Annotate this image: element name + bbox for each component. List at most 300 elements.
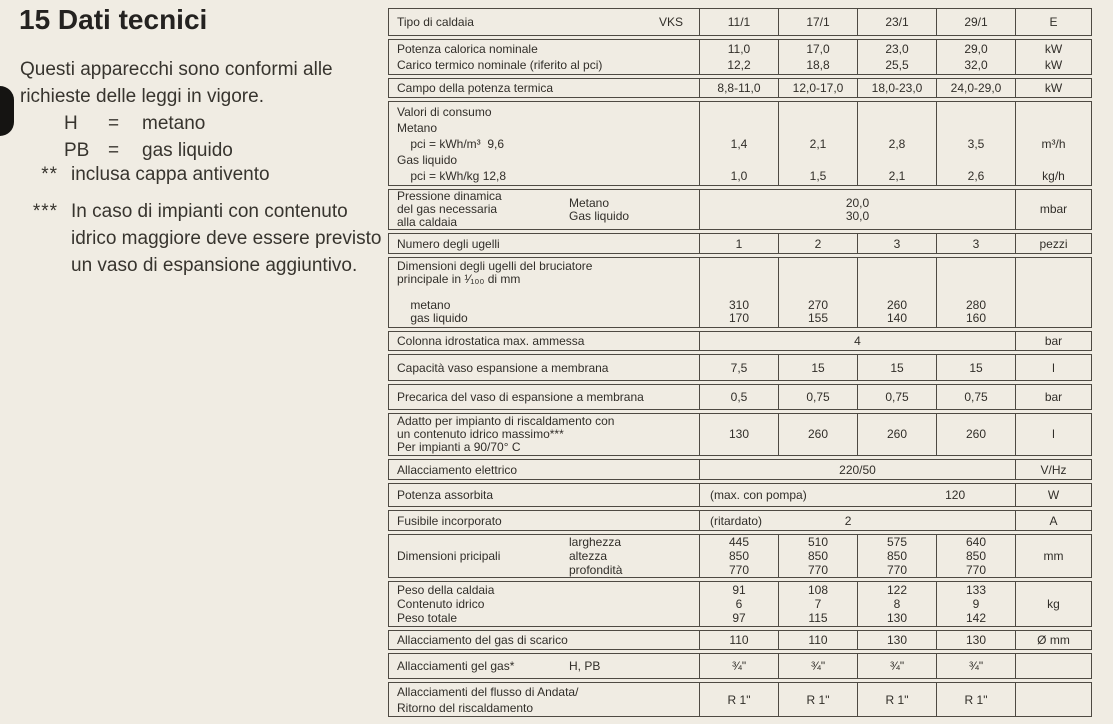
value-text [808,583,828,625]
table-row-fusibile-incorporato [388,510,1092,531]
value-text [808,632,827,648]
unit-cell [1015,582,1091,626]
value-text-line: ¾" [889,659,905,673]
value-text [966,583,986,625]
value-text-line: 17/1 [806,15,830,29]
value-text-line: 2,1 [888,168,906,183]
value-text [729,260,749,325]
value-text-line: 25,5 [885,58,909,72]
value-text [890,658,904,674]
value-cell [778,79,857,97]
value-text [793,80,844,96]
span-text [839,462,876,478]
label-text-line: un contenuto idrico massimo*** [397,427,564,441]
span-cell [699,332,1015,350]
value-text [889,104,906,184]
table-row-pressione-dinamica [388,189,1092,230]
label-sub-text-line: Gas liquido [569,208,630,223]
value-text-line [731,104,748,120]
value-text [806,14,829,30]
span-text [846,197,869,223]
table-row-allacciamento-elettrico [388,459,1092,480]
value-cell [778,683,857,716]
value-cell [778,654,857,678]
value-text [951,80,1002,96]
value-cell [778,535,857,577]
unit-text [1049,513,1057,529]
span-value-text: 2 [844,513,852,528]
value-text-line [968,152,985,168]
label-text-line: Contenuto idrico [397,597,485,611]
value-cell [778,234,857,253]
unit-cell [1015,484,1091,506]
value-text-line: 640 [965,535,987,549]
table-row-precarica-vaso [388,384,1092,410]
value-text-line: 115 [808,611,828,625]
value-text-line: 3 [893,236,901,251]
value-text-line: 32,0 [964,58,988,72]
value-text-line [810,104,827,120]
unit-text-line: Ø mm [1037,633,1070,647]
label-right-text: VKS [658,15,683,29]
table-row-numero-ugelli [388,233,1092,254]
label-text-line: Fusibile incorporato [397,513,502,528]
value-text [886,692,909,708]
footnote-double-asterisk [18,161,383,188]
value-text [966,428,986,441]
span-text-line: 20,0 [845,195,870,210]
value-text [729,535,749,577]
value-text [968,104,985,184]
value-text-line: 3,5 [967,136,985,151]
value-text [966,260,986,325]
value-text-line: 1,5 [809,168,827,183]
span-text-line: 30,0 [845,208,870,223]
value-text-line: 1,4 [730,136,748,151]
unit-text-line [1042,120,1066,136]
value-text-line: 770 [807,563,829,577]
label-text-line: alla caldaia [397,215,458,229]
unit-text [1039,236,1067,252]
value-text [811,360,824,376]
label-cell [389,414,699,455]
label-text [397,632,691,648]
label-sub-text-line: larghezza [569,535,622,549]
label-cell [389,683,699,716]
value-text-line: 445 [728,535,750,549]
unit-cell [1015,190,1091,229]
label-text-line: Allacciamenti gel gas* [397,659,515,673]
unit-text [1044,549,1064,563]
label-text [397,104,691,184]
label-cell [389,332,699,350]
value-cell [857,535,936,577]
value-cell [778,582,857,626]
unit-text [1037,632,1070,648]
value-text-line [968,104,985,120]
value-cell [857,9,936,35]
value-cell [699,355,778,380]
value-text [717,80,760,96]
label-cell [389,460,699,479]
span-cell [699,190,1015,229]
label-text [397,389,691,405]
value-text-line: 170 [728,311,750,325]
value-text [964,389,987,405]
unit-text [1052,360,1055,376]
value-cell [699,654,778,678]
value-text-line: 770 [728,563,750,577]
label-text-line: Tipo di caldaia [397,15,474,29]
value-text-line [966,273,986,286]
label-cell [389,9,699,35]
unit-cell [1015,9,1091,35]
value-text [736,236,743,252]
label-text [397,658,691,674]
value-cell [699,9,778,35]
unit-text-line: l [1052,360,1055,375]
label-text-line: Capacità vaso espansione a membrana [397,360,609,375]
label-text-line: principale in ¹⁄₁₀₀ di mm [397,272,521,286]
unit-text-line [1042,152,1066,168]
value-text [808,535,828,577]
value-text [885,389,908,405]
span-cell [699,511,1015,530]
label-text [397,41,691,73]
value-text-line: 260 [886,427,908,441]
value-text-line: 122 [886,583,908,597]
label-text-line: Carico termico nominale (riferito al pci) [397,58,603,72]
value-text-line: 2,6 [967,168,985,183]
unit-text-line: A [1049,513,1058,528]
value-text-line: 15 [890,360,904,375]
table-row-dimensioni-principali [388,534,1092,578]
unit-cell [1015,234,1091,253]
value-text-line: 97 [732,611,746,625]
label-text-line: Ritorno del riscaldamento [397,700,534,715]
unit-text [1052,428,1055,441]
value-text-line: 15 [969,360,983,375]
label-text-line: Allacciamenti del flusso di Andata/ [397,684,579,699]
value-text [806,389,829,405]
label-cell [389,484,699,506]
value-cell [857,79,936,97]
value-cell [936,79,1015,97]
legend-value: gas liquido [142,140,233,161]
label-cell [389,102,699,185]
label-sub-text [569,197,629,223]
value-cell [857,258,936,327]
unit-cell [1015,631,1091,649]
value-text [887,535,907,577]
value-text-line: 8 [893,597,901,611]
unit-text-line: E [1049,15,1058,29]
label-cell [389,355,699,380]
unit-text-line: mm [1043,549,1064,563]
value-text-line: 17,0 [806,42,830,56]
value-cell [699,535,778,577]
value-cell [936,414,1015,455]
table-row-dimensioni-ugelli [388,257,1092,328]
value-text-line: R 1" [806,692,830,707]
value-text-line [810,120,827,136]
unit-cell [1015,102,1091,185]
unit-text [1047,597,1060,611]
value-cell [857,385,936,409]
table-row-gas-scarico [388,630,1092,650]
label-cell [389,582,699,626]
table-row-potenza-assorbita [388,483,1092,507]
value-text [727,41,750,73]
label-text-line: pci = kWh/m³ 9,6 [397,136,505,151]
value-text [732,583,745,625]
value-cell [699,234,778,253]
label-text-line: Potenza assorbita [397,488,494,502]
footnote-marker: ** [41,164,58,185]
unit-text-line: m³/h [1041,136,1066,151]
value-text-line: R 1" [885,692,909,707]
value-text [872,80,923,96]
value-cell [936,683,1015,716]
unit-text-line [1042,104,1066,120]
value-text-line [887,273,907,286]
value-text [887,583,907,625]
value-text-line: 23,0 [885,42,909,56]
value-text-line [810,152,827,168]
label-sub-text-line: altezza [569,549,608,563]
table-row-tipo-di-caldaia [388,8,1092,36]
value-text-line: ¾" [968,659,984,673]
table-row-valori-consumo [388,101,1092,186]
label-cell [389,535,699,577]
label-text [397,583,691,625]
label-text-line: Campo della potenza termica [397,81,554,95]
value-text-line: R 1" [727,692,751,707]
legend-equals: = [108,113,120,134]
value-cell [936,582,1015,626]
unit-cell [1015,414,1091,455]
value-text [811,658,825,674]
unit-text-line: mbar [1039,202,1068,216]
label-text-line: Peso totale [397,611,458,625]
value-text-line: 770 [886,563,908,577]
unit-cell [1015,683,1091,716]
value-text-line: 110 [729,633,749,647]
value-text [973,236,980,252]
label-cell [389,258,699,327]
value-cell [857,102,936,185]
value-text [890,360,903,376]
value-text-line [966,260,986,273]
footnote-marker: *** [32,201,58,222]
unit-cell [1015,332,1091,350]
value-text-line: 18,8 [806,58,830,72]
unit-text [1049,14,1057,30]
value-cell [699,102,778,185]
value-text-line: 2,8 [888,136,906,151]
value-text-line: 7,5 [730,360,748,375]
footnote-text: In caso di impianti con contenuto idrico maggiore deve essere previsto un vaso di espansione aggiuntivo. [71,201,382,276]
value-text-line: 6 [735,597,743,611]
value-text-line: 0,5 [730,390,748,404]
span-cell [699,484,1015,506]
value-text-line: ¾" [810,659,826,673]
value-text [731,389,748,405]
label-sub-text-line: profondità [569,563,623,577]
value-text-line: 260 [886,298,908,312]
value-text-line: 12,2 [727,58,751,72]
value-cell [857,40,936,74]
label-text [397,487,691,503]
value-text-line: 510 [807,535,829,549]
value-text-line: 29,0 [964,42,988,56]
label-text [397,80,691,96]
unit-text [1040,462,1066,478]
value-text-line: 140 [886,311,908,325]
value-text [964,41,987,73]
label-text-line: Allacciamento elettrico [397,462,518,477]
table-row-contenuto-idrico-max [388,413,1092,456]
legend-key: PB [64,140,90,161]
value-text-line [731,120,748,136]
value-text-line: 91 [732,583,746,597]
unit-text-line: kW [1044,58,1063,72]
value-text-line: 108 [807,583,829,597]
value-text [729,632,748,648]
value-text-line: 29/1 [964,15,988,29]
label-text [397,260,691,325]
table-row-campo-potenza [388,78,1092,98]
label-text-line: pci = kWh/kg 12,8 [397,168,507,183]
unit-text [1045,80,1062,96]
label-cell [389,234,699,253]
label-text [397,513,691,529]
value-text-line: 9 [972,597,980,611]
legend-value: metano [142,113,206,134]
label-text-line: Gas liquido [397,152,458,167]
value-text [885,14,908,30]
value-text-line [731,152,748,168]
label-text-line: Allacciamento del gas di scarico [397,633,568,647]
unit-text [1045,41,1062,73]
value-text-line: 1 [735,236,743,251]
legend-equals: = [108,140,120,161]
value-text [965,692,988,708]
value-text-line: 3 [972,236,980,251]
value-cell [778,102,857,185]
value-text-line: 133 [965,583,987,597]
value-text [885,41,908,73]
value-text-line: 142 [965,611,987,625]
value-text-line: 11/1 [727,15,751,29]
value-cell [936,40,1015,74]
value-text [815,236,822,252]
value-cell [936,258,1015,327]
value-text-line: 8,8-11,0 [717,81,761,95]
footnote-triple-asterisk [18,198,383,279]
label-text-line: metano [397,298,451,312]
value-text [731,360,748,376]
span-text-line: 4 [854,334,861,348]
label-text-line: Potenza calorica nominale [397,42,538,56]
label-sub-text [569,535,622,577]
value-text-line [808,260,828,273]
value-cell [936,535,1015,577]
value-text-line: 260 [807,427,829,441]
value-text [964,14,987,30]
value-text-line: 23/1 [885,15,909,29]
value-text [966,632,986,648]
unit-cell [1015,511,1091,530]
value-cell [699,79,778,97]
value-text-line: ¾" [731,659,747,673]
unit-text-line: kg/h [1042,168,1065,183]
unit-text-line: pezzi [1039,236,1068,251]
page-edge-notch [0,86,14,136]
value-cell [699,385,778,409]
label-text [397,462,691,478]
intro-paragraph: Questi apparecchi sono conformi alle richieste delle leggi in vigore. [20,59,333,107]
table-row-colonna-idrostatica [388,331,1092,351]
value-text-line [808,273,828,286]
unit-text-line: bar [1044,390,1063,404]
gas-legend [64,110,233,164]
value-text-line [968,120,985,136]
value-text-line: 850 [886,549,908,563]
unit-text [1040,203,1067,216]
value-text [728,14,750,30]
value-cell [778,9,857,35]
value-text-line: 575 [886,535,908,549]
label-text-line: Peso della caldaia [397,583,495,597]
value-cell [699,40,778,74]
value-text [808,260,828,325]
value-text-line: 2 [814,236,822,251]
span-value-text: 120 [945,488,966,502]
unit-text [1042,104,1066,184]
value-text-line [889,120,906,136]
span-text [854,333,861,349]
label-text-line: Metano [397,120,438,135]
table-row-capacita-vaso [388,354,1092,381]
value-text [729,428,749,441]
unit-text [1045,389,1062,405]
label-text [397,360,691,376]
value-text-line: 7 [814,597,822,611]
value-text-line: 110 [808,633,828,647]
label-text [397,333,691,349]
value-text-line: 280 [965,298,987,312]
label-text-line: Numero degli ugelli [397,236,500,251]
legend-row-h [64,110,233,137]
value-text-line: 850 [807,549,829,563]
unit-text-line: kW [1044,81,1063,95]
value-cell [936,355,1015,380]
value-text [807,692,830,708]
value-cell [936,385,1015,409]
value-cell [778,385,857,409]
label-text [397,236,691,252]
value-text-line [889,152,906,168]
value-cell [857,683,936,716]
label-text-line: Dimensioni pricipali [397,549,501,563]
technical-data-table [388,8,1092,720]
value-text-line: 15 [811,360,825,375]
span-text-line: 220/50 [839,462,876,477]
value-text [887,632,907,648]
value-cell [778,414,857,455]
label-text [397,684,691,716]
